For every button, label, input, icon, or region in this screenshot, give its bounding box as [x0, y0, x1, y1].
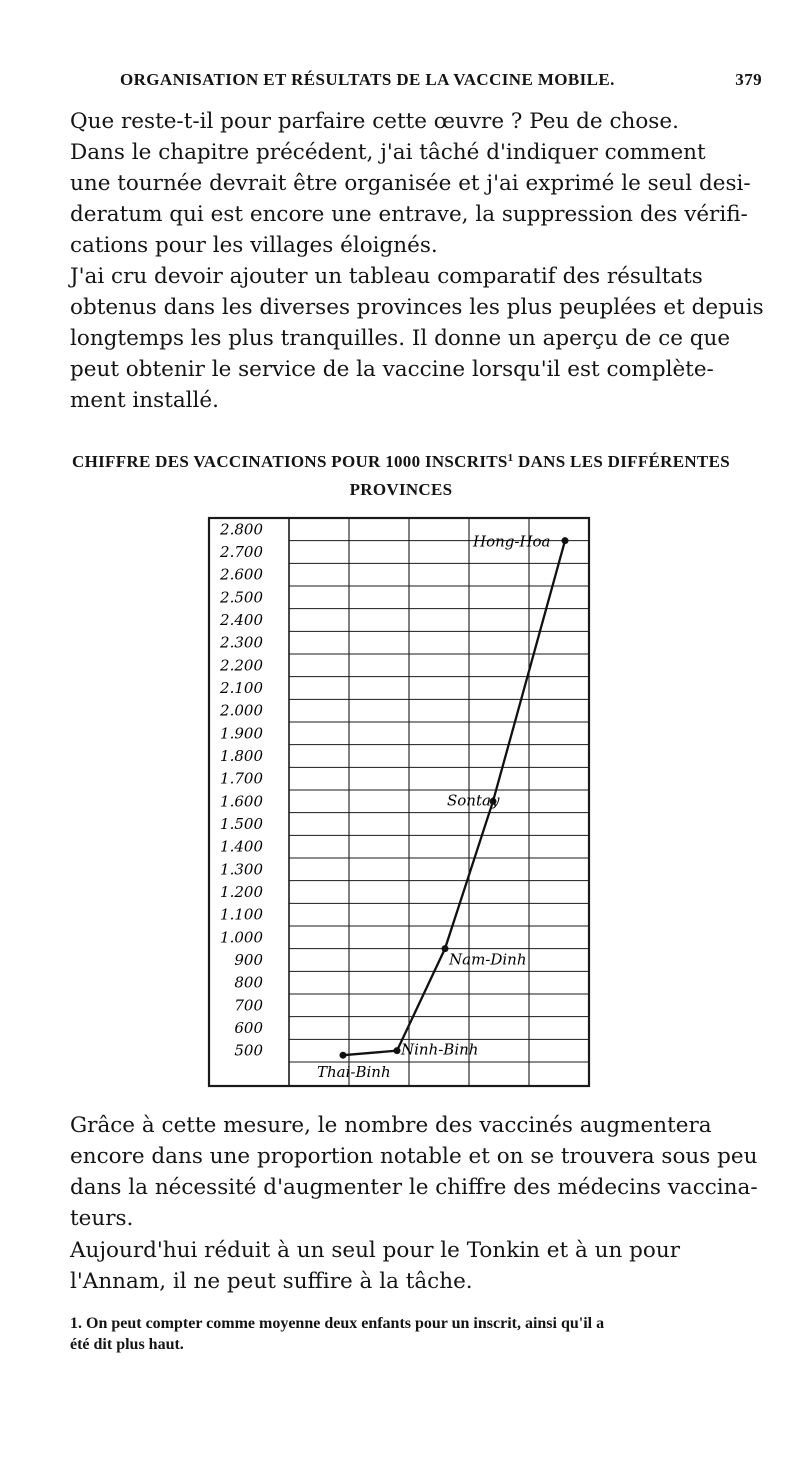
y-tick-label: 1.800 — [220, 747, 263, 765]
footnote — [70, 1313, 760, 1355]
paragraph-line: ment installé. — [70, 388, 219, 413]
data-label: Sontay — [447, 791, 500, 810]
paragraph-line: deratum qui est encore une entrave, la suppression des vérifi- — [70, 202, 748, 227]
y-tick-label: 2.100 — [220, 679, 263, 697]
paragraph-line: Grâce à cette mesure, le nombre des vaccinés augmentera — [70, 1113, 712, 1138]
paragraph-line: longtemps les plus tranquilles. Il donne un aperçu de ce que — [70, 326, 731, 351]
paragraph-2 — [70, 137, 755, 261]
data-label: Hong-Hoa — [473, 532, 551, 551]
y-tick-label: 1.300 — [220, 860, 263, 879]
data-point — [562, 537, 569, 544]
footnote-line: 1. On peut compter comme moyenne deux enfants pour un inscrit, ainsi qu'il a — [70, 1315, 605, 1332]
data-point — [442, 945, 449, 952]
paragraph-line: J'ai cru devoir ajouter un tableau comparatif des résultats — [70, 264, 703, 289]
y-tick-label: 1.700 — [220, 769, 263, 788]
y-tick-label: 2.800 — [220, 520, 263, 539]
y-tick-label: 2.000 — [220, 701, 263, 720]
paragraph-4 — [70, 1110, 758, 1234]
chart-frame — [209, 518, 589, 1086]
y-tick-label: 1.900 — [220, 724, 263, 743]
y-tick-label: 700 — [234, 996, 263, 1015]
paragraph-3 — [70, 261, 764, 416]
y-tick-label: 2.500 — [220, 588, 263, 607]
y-tick-label: 800 — [234, 973, 263, 992]
y-tick-label: 600 — [234, 1019, 263, 1037]
y-tick-label: 900 — [234, 951, 263, 969]
footnote-mark: 1 — [507, 452, 514, 464]
running-head — [112, 64, 762, 94]
data-label: Ninh-Binh — [401, 1040, 479, 1059]
paragraph-line: dans la nécessité d'augmenter le chiffre des médecins vaccina- — [70, 1175, 758, 1200]
y-tick-label: 1.500 — [220, 815, 263, 833]
y-tick-label: 1.100 — [220, 905, 263, 924]
y-tick-label: 500 — [234, 1041, 263, 1060]
y-tick-label: 1.200 — [220, 883, 263, 901]
y-tick-label: 2.700 — [220, 543, 263, 561]
data-label: Nam-Dinh — [449, 950, 527, 969]
data-point — [394, 1047, 401, 1054]
y-tick-label: 2.200 — [220, 656, 263, 675]
y-tick-label: 1.000 — [220, 928, 263, 947]
paragraph-1 — [70, 106, 755, 137]
paragraph-line: obtenus dans les diverses provinces les plus peuplées et depuis — [70, 295, 764, 320]
paragraph-line: Aujourd'hui réduit à un seul pour le Tonkin et à un pour — [70, 1238, 680, 1263]
data-point — [340, 1052, 347, 1059]
chart-title — [40, 444, 762, 504]
y-tick-label: 1.600 — [220, 792, 263, 811]
page-number: 379 — [735, 70, 762, 89]
vaccination-chart — [205, 514, 595, 1092]
running-head-title: ORGANISATION ET RÉSULTATS DE LA VACCINE MOBILE. — [120, 70, 615, 89]
data-label: Thai-Binh — [317, 1063, 391, 1082]
y-tick-label: 2.600 — [220, 565, 263, 584]
footnote-line: été dit plus haut. — [70, 1336, 184, 1353]
paragraph-line: une tournée devrait être organisée et j'ai exprimé le seul desi- — [70, 171, 751, 196]
chart-title-text-end: DANS LES DIFFÉRENTES — [513, 452, 730, 471]
paragraph-line: Que reste-t-il pour parfaire cette œuvre ? Peu de chose. — [70, 109, 679, 134]
paragraph-line: l'Annam, il ne peut suffire à la tâche. — [70, 1269, 473, 1294]
paragraph-line: Dans le chapitre précédent, j'ai tâché d'indiquer comment — [70, 140, 706, 165]
paragraph-line: peut obtenir le service de la vaccine lorsqu'il est complète- — [70, 357, 714, 382]
chart-title-line-2: PROVINCES — [349, 480, 453, 499]
y-tick-label: 1.400 — [220, 837, 263, 856]
chart-title-line-1 — [40, 444, 762, 476]
chart-title-text: CHIFFRE DES VACCINATIONS POUR 1000 INSCRITS — [72, 452, 508, 471]
paragraph-line: cations pour les villages éloignés. — [70, 233, 438, 258]
y-tick-label: 2.400 — [220, 611, 263, 629]
y-tick-label: 2.300 — [220, 633, 263, 652]
paragraph-5 — [70, 1235, 755, 1297]
paragraph-line: teurs. — [70, 1206, 134, 1231]
paragraph-line: encore dans une proportion notable et on se trouvera sous peu — [70, 1144, 758, 1169]
